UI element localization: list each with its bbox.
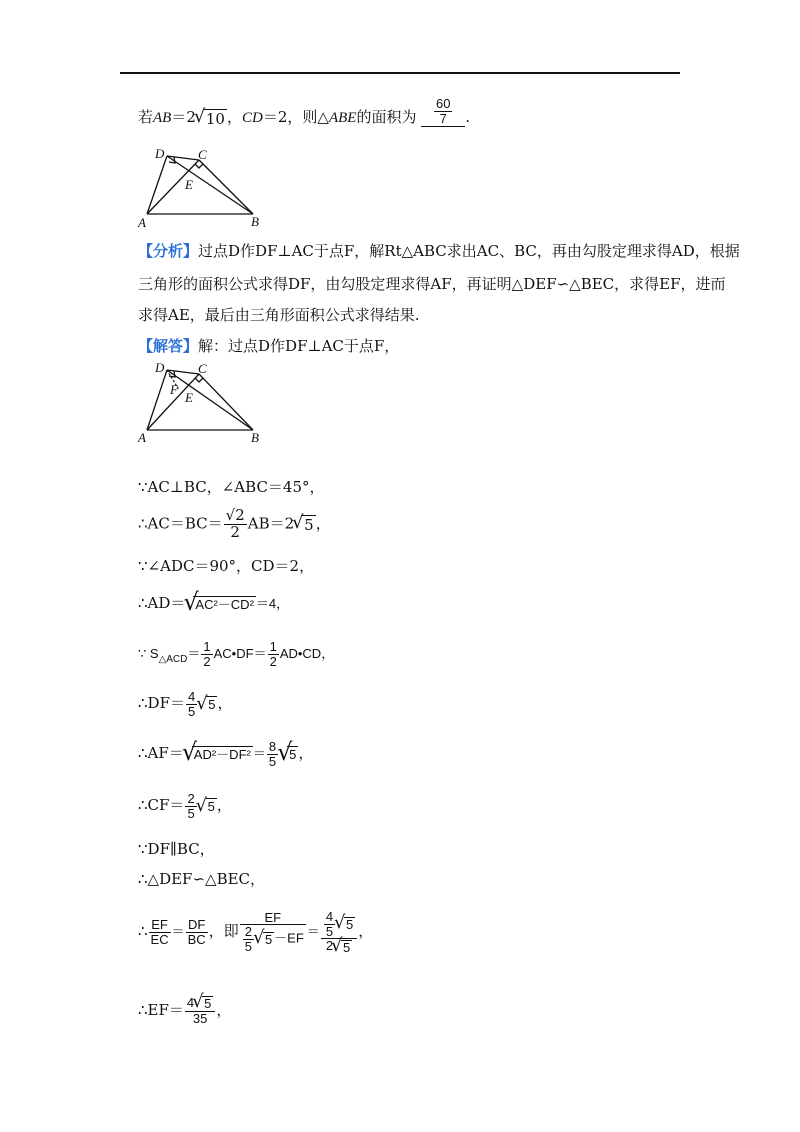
triangle-figure-1 (135, 142, 275, 230)
label-E: E (185, 177, 193, 192)
sqrt-10: √ 10 (196, 109, 227, 128)
analysis-line-1: 【分析】过点D作DF⊥AC于点F，解Rt△ABC求出AC、BC，再由勾股定理求得AD，根据 (138, 242, 740, 260)
solution-intro: 【解答】解：过点D作DF⊥AC于点F， (138, 337, 400, 355)
analysis-line-2: 三角形的面积公式求得DF，由勾股定理求得AF，再证明△DEF∽△BEC，求得EF，进而 (138, 275, 726, 293)
step-5: ∵ $S_{\triangle ACD}=$ $\frac{1}{2}$ AC•DF＝ $\frac{1}{2}$ AD•CD， (138, 639, 335, 669)
problem-statement: 若AB＝2√ 10 ，CD＝2，则△ABE的面积为 $\frac{60}{7}$ . (138, 108, 470, 128)
label-C: C (198, 147, 207, 162)
label-B: B (251, 430, 259, 445)
label-D: D (155, 146, 165, 161)
step-1: ∵AC⊥BC，∠ABC＝45°， (138, 478, 325, 496)
label-B: B (251, 214, 259, 229)
step-11: ∴ $\frac{EF}{EC}$ ＝ $\frac{DF}{BC}$ ，即 EF $\frac{2}{5}$ √ 5 －EF ＝ $\frac{4}{5}$ √ 5 2√ 5 ， (138, 910, 373, 954)
answer-blank: $\frac{60}{7}$ (421, 108, 465, 127)
step-10: ∴△DEF∽△BEC， (138, 870, 266, 888)
label-A: A (138, 215, 146, 230)
label-C: C (198, 361, 207, 376)
label-A: A (138, 430, 146, 445)
step-4: ∴AD＝√ AC²－CD² ＝4， (138, 594, 289, 612)
triangle-figure-2 (135, 358, 275, 446)
step-6: ∴DF＝ $\frac{4}{5}$ √ 5 ， (138, 690, 232, 718)
step-3: ∵∠ADC＝90°，CD＝2， (138, 557, 315, 575)
label-E: E (185, 390, 193, 405)
analysis-line-3: 求得AE，最后由三角形面积公式求得结果. (138, 306, 420, 324)
label-D: D (155, 360, 165, 375)
step-9: ∵DF∥BC， (138, 840, 215, 858)
step-8: ∴CF＝ $\frac{2}{5}$ √ 5 ， (138, 792, 232, 820)
header-rule (120, 72, 680, 74)
step-12: ∴EF＝ $\frac{4√ 5}{35}$ ， (138, 996, 231, 1026)
step-7: ∴AF＝√ AD²－DF² ＝ $\frac{8}{5}$ √ 5 ， (138, 740, 313, 768)
label-F: F (170, 382, 178, 397)
step-2: ∴AC＝BC＝ $\frac{√2}{2}$ AB＝2√ 5 ， (138, 508, 331, 541)
